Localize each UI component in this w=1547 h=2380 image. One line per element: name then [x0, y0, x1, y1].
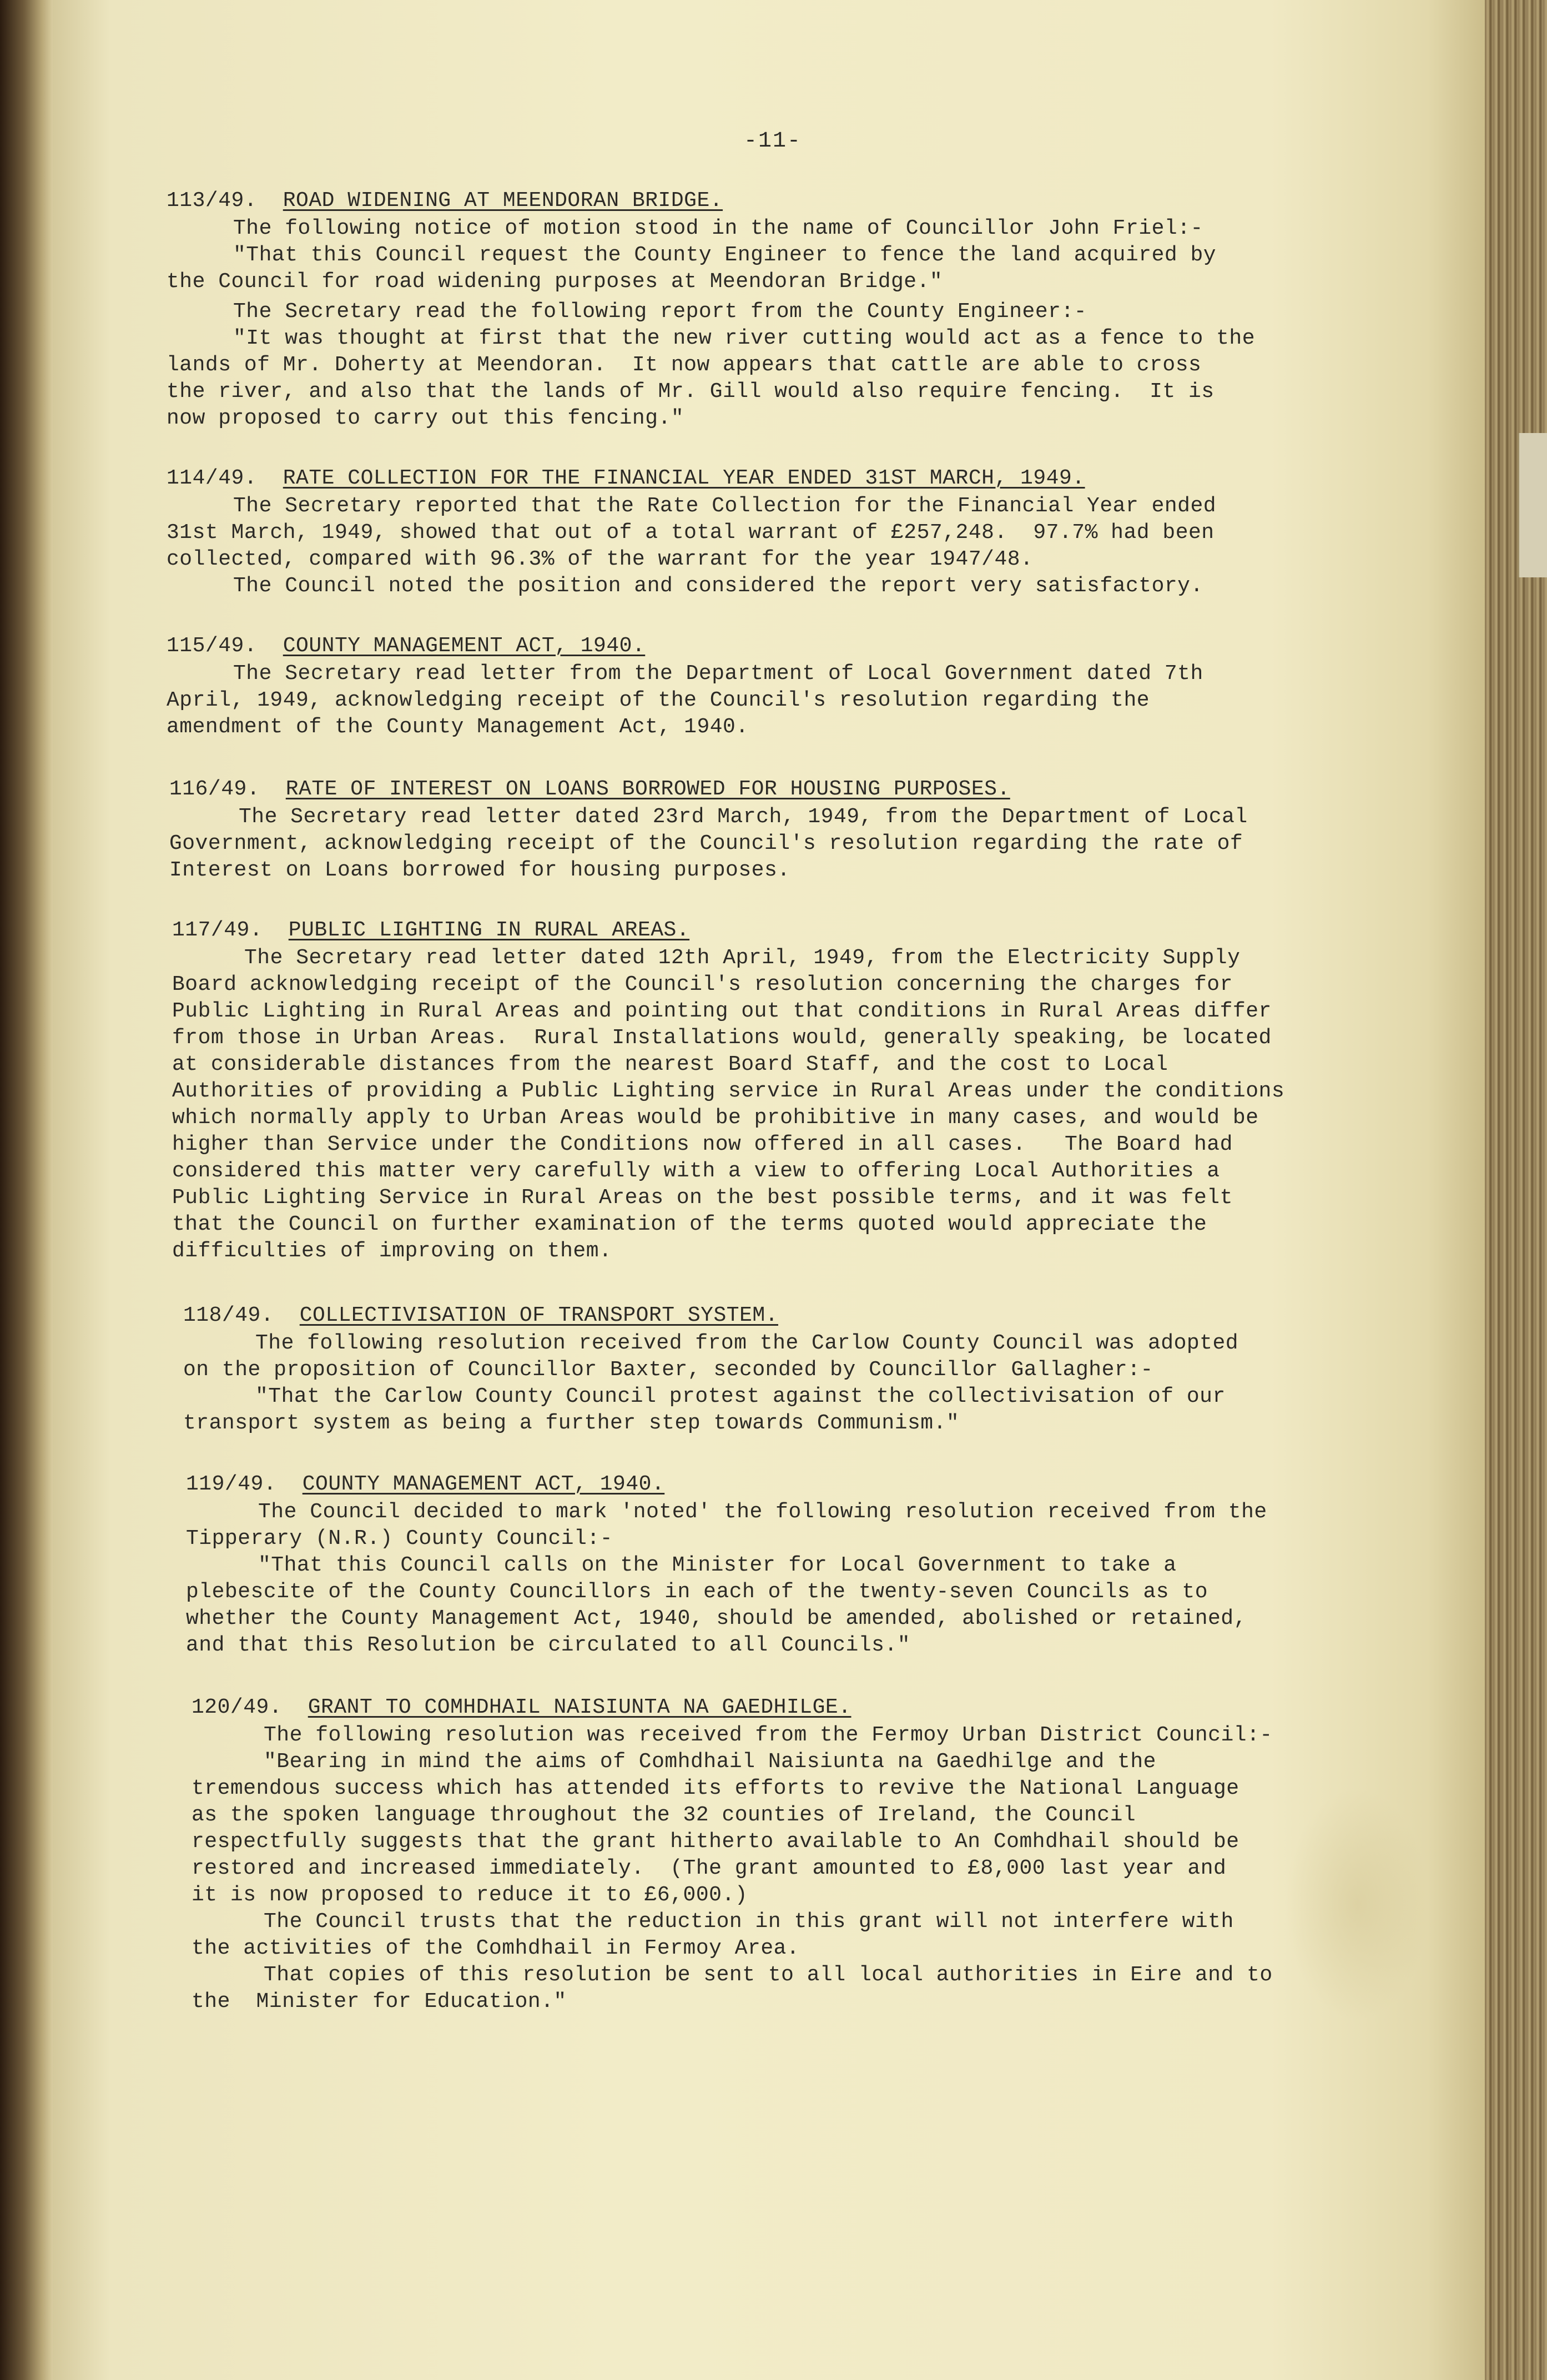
paper-stain	[1285, 1788, 1429, 2021]
entry-text-line: The Council trusts that the reduction in this grant will not interfere with	[264, 1910, 1234, 1934]
entry-text-line: "That this Council calls on the Minister for Local Government to take a	[258, 1553, 1177, 1577]
page-number: -11-	[744, 129, 802, 154]
entry-text-line: which normally apply to Urban Areas would be prohibitive in many cases, and would be	[172, 1106, 1259, 1130]
entry-text-line: lands of Mr. Doherty at Meendoran. It now appears that cattle are able to cross	[167, 353, 1202, 377]
entry-text-line: The Council noted the position and considered the report very satisfactory.	[233, 574, 1203, 598]
entry-text-line: now proposed to carry out this fencing."	[167, 406, 684, 430]
entry-number: 114/49.	[167, 466, 258, 490]
entry-text-line: "Bearing in mind the aims of Comhdhail Naisiunta na Gaedhilge and the	[264, 1750, 1156, 1774]
entry-text-line: The following resolution was received from the Fermoy Urban District Council:-	[264, 1723, 1273, 1747]
entry-heading: RATE COLLECTION FOR THE FINANCIAL YEAR ENDED 31ST MARCH, 1949.	[283, 466, 1085, 490]
entry-text-line: the Minister for Education."	[192, 1990, 567, 2014]
entry-text-line: tremendous success which has attended its efforts to revive the National Language	[192, 1777, 1239, 1800]
entry-text-line: Tipperary (N.R.) County Council:-	[186, 1527, 613, 1551]
entry-text-line: at considerable distances from the nearest Board Staff, and the cost to Local	[172, 1053, 1168, 1076]
entry-text-line: The Secretary read letter from the Department of Local Government dated 7th	[233, 662, 1203, 686]
entry-number: 115/49.	[167, 634, 258, 658]
entry-text-line: Board acknowledging receipt of the Council's resolution concerning the charges for	[172, 973, 1233, 997]
entry-text-line: transport system as being a further step towards Communism."	[183, 1411, 960, 1435]
entry-text-line: The following resolution received from the Carlow County Council was adopted	[255, 1331, 1239, 1355]
entry-text-line: Authorities of providing a Public Lighting service in Rural Areas under the conditions	[172, 1079, 1285, 1103]
entry-text-line: Public Lighting in Rural Areas and pointing out that conditions in Rural Areas differ	[172, 999, 1272, 1023]
entry-text-line: "That the Carlow County Council protest against the collectivisation of our	[255, 1385, 1226, 1408]
entry-text-line: difficulties of improving on them.	[172, 1239, 612, 1263]
index-tab	[1518, 433, 1547, 577]
entry-text-line: Government, acknowledging receipt of the Council's resolution regarding the rate of	[169, 832, 1243, 856]
entry-heading: GRANT TO COMHDHAIL NAISIUNTA NA GAEDHILGE.	[308, 1695, 851, 1719]
entry-text-line: Public Lighting Service in Rural Areas on the best possible terms, and it was felt	[172, 1186, 1233, 1210]
entry-text-line: "That this Council request the County Engineer to fence the land acquired by	[233, 243, 1217, 267]
entry-text-line: The Secretary read letter dated 23rd March, 1949, from the Department of Local	[239, 805, 1248, 829]
entry-heading: PUBLIC LIGHTING IN RURAL AREAS.	[288, 918, 690, 942]
document-page	[53, 0, 1485, 2380]
entry-text-line: the river, and also that the lands of Mr. Gill would also require fencing. It is	[167, 380, 1215, 404]
entry-text-line: considered this matter very carefully with a view to offering Local Authorities a	[172, 1159, 1220, 1183]
page-edges-right	[1485, 0, 1547, 2380]
entry-number: 116/49.	[169, 777, 260, 801]
entry-heading: COUNTY MANAGEMENT ACT, 1940.	[283, 634, 646, 658]
entry-text-line: on the proposition of Councillor Baxter, seconded by Councillor Gallagher:-	[183, 1358, 1153, 1382]
entry-text-line: higher than Service under the Conditions now offered in all cases. The Board had	[172, 1133, 1233, 1156]
entry-text-line: 31st March, 1949, showed that out of a total warrant of £257,248. 97.7% had been	[167, 521, 1215, 545]
entry-text-line: "It was thought at first that the new river cutting would act as a fence to the	[233, 326, 1255, 350]
entry-number: 117/49.	[172, 918, 263, 942]
entry-text-line: as the spoken language throughout the 32 counties of Ireland, the Council	[192, 1803, 1136, 1827]
entry-text-line: the activities of the Comhdhail in Fermoy Area.	[192, 1936, 800, 1960]
entry-text-line: it is now proposed to reduce it to £6,000.)	[192, 1883, 748, 1907]
entry-text-line: The Council decided to mark 'noted' the following resolution received from the	[258, 1500, 1267, 1524]
entry-heading: COUNTY MANAGEMENT ACT, 1940.	[302, 1472, 665, 1496]
entry-text-line: respectfully suggests that the grant hitherto available to An Comhdhail should be	[192, 1830, 1239, 1854]
entry-text-line: amendment of the County Management Act, 1940.	[167, 715, 749, 739]
entry-text-line: The Secretary read the following report from the County Engineer:-	[233, 300, 1087, 324]
entry-text-line: whether the County Management Act, 1940, should be amended, abolished or retained,	[186, 1607, 1247, 1631]
entry-heading: RATE OF INTEREST ON LOANS BORROWED FOR HOUSING PURPOSES.	[285, 777, 1010, 801]
entry-text-line: that the Council on further examination of the terms quoted would appreciate the	[172, 1212, 1207, 1236]
book-binding-left	[0, 0, 53, 2380]
entry-number: 118/49.	[183, 1304, 274, 1327]
entry-text-line: and that this Resolution be circulated to all Councils."	[186, 1633, 911, 1657]
entry-text-line: plebescite of the County Councillors in each of the twenty-seven Councils as to	[186, 1580, 1208, 1604]
entry-text-line: The following notice of motion stood in the name of Councillor John Friel:-	[233, 217, 1203, 240]
entry-heading: ROAD WIDENING AT MEENDORAN BRIDGE.	[283, 189, 723, 213]
entry-text-line: That copies of this resolution be sent to all local authorities in Eire and to	[264, 1963, 1273, 1987]
entry-text-line: collected, compared with 96.3% of the warrant for the year 1947/48.	[167, 547, 1034, 571]
entry-text-line: The Secretary read letter dated 12th April, 1949, from the Electricity Supply	[244, 946, 1241, 970]
entry-text-line: restored and increased immediately. (The grant amounted to £8,000 last year and	[192, 1856, 1227, 1880]
entry-number: 119/49.	[186, 1472, 277, 1496]
entry-text-line: The Secretary reported that the Rate Collection for the Financial Year ended	[233, 494, 1217, 518]
entry-text-line: the Council for road widening purposes at Meendoran Bridge."	[167, 270, 943, 294]
entry-number: 120/49.	[192, 1695, 283, 1719]
entry-text-line: Interest on Loans borrowed for housing purposes.	[169, 858, 790, 882]
entry-text-line: April, 1949, acknowledging receipt of the Council's resolution regarding the	[167, 688, 1150, 712]
entry-number: 113/49.	[167, 189, 258, 213]
entry-text-line: from those in Urban Areas. Rural Installations would, generally speaking, be located	[172, 1026, 1272, 1050]
entry-heading: COLLECTIVISATION OF TRANSPORT SYSTEM.	[299, 1304, 778, 1327]
